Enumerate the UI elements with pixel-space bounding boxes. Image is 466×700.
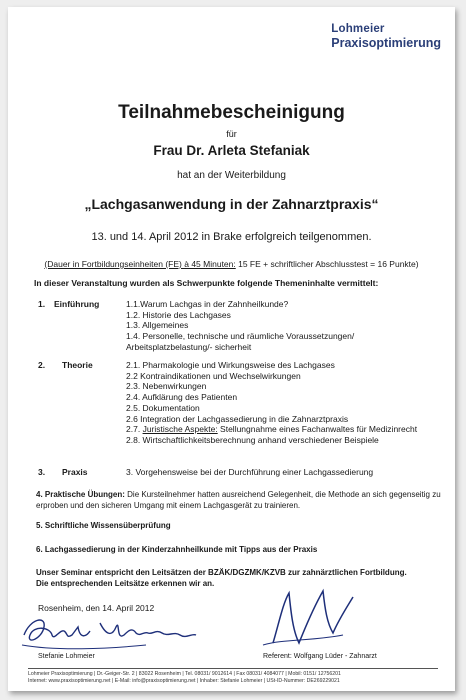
section-items xyxy=(126,467,451,478)
footer xyxy=(28,671,443,685)
list-item: 2.3. Nebenwirkungen xyxy=(126,381,207,392)
date-line: 13. und 14. April 2012 in Brake erfolgreich teilgenommen. xyxy=(91,231,372,243)
list-item: 2.4. Aufklärung des Patienten xyxy=(126,392,238,403)
certificate-sheet xyxy=(8,7,455,691)
list-item xyxy=(126,424,451,435)
section-label: Praxis xyxy=(62,467,88,477)
section-items xyxy=(126,299,451,353)
paragraph-text: Die Kursteilnehmer hatten ausreichend Gelegenheit, die Methode an sich gegenseitig zu erproben und den sicheren Umgang mit einem Lachgasgerät zu trainieren. xyxy=(36,490,441,510)
section-number: 1. xyxy=(38,299,46,309)
signature-right-name: Referent: Wolfgang Lüder - Zahnarzt xyxy=(263,653,377,660)
signature-right-image xyxy=(253,583,363,653)
signature-left-image xyxy=(16,605,206,653)
list-item: 1.3. Allgemeines xyxy=(126,320,189,331)
fuer-text: für xyxy=(226,129,237,139)
section-praxis xyxy=(8,467,455,481)
course-title: „Lachgasanwendung in der Zahnarztpraxis“ xyxy=(84,196,379,212)
weiterbildung-text: hat an der Weiterbildung xyxy=(177,170,286,181)
paragraph-kinder: 6. Lachgassedierung in der Kinderzahnheilkunde mit Tipps aus der Praxis xyxy=(36,545,318,554)
paragraph-wissen: 5. Schriftliche Wissensüberprüfung xyxy=(36,521,171,530)
list-item: 1.1.Warum Lachgas in der Zahnheilkunde? xyxy=(126,299,289,309)
certificate-title: Teilnahmebescheinigung xyxy=(118,102,345,123)
section-label: Einführung xyxy=(54,299,100,309)
signature-left-name: Stefanie Lohmeier xyxy=(38,653,95,660)
footer-line1: Lohmeier Praxisoptimierung | Dr.-Geiger-Str. 2 | 83022 Rosenheim | Tel. 08031/ 9012614 | Fax 08031/ 4084077 | Mobil: 0151/ 12756201 xyxy=(28,671,341,677)
duration-line xyxy=(8,259,455,269)
section-number: 3. xyxy=(38,467,46,477)
list-item: 1.2. Historie des Lachgases xyxy=(126,309,231,320)
list-item: 2.8. Wirtschaftlichkeitsberechnung anhand verschiedener Beispiele xyxy=(126,434,379,445)
paragraph-uebungen xyxy=(36,490,446,511)
seminar-line2: Die entsprechenden Leitsätze erkennen wir an. xyxy=(36,578,215,588)
list-item: 2.5. Dokumentation xyxy=(126,402,200,413)
place-date: Rosenheim, den 14. April 2012 xyxy=(38,603,155,613)
list-item: 2.1. Pharmakologie und Wirkungsweise des Lachgases xyxy=(126,360,335,370)
section-einfuehrung xyxy=(8,299,455,359)
item-underlined: Juristische Aspekte: xyxy=(142,424,218,435)
duration-underlined: (Dauer in Fortbildungseinheiten (FE) à 45 Minuten: xyxy=(44,259,236,269)
seminar-line1: Unser Seminar entspricht den Leitsätzen der BZÄK/DGZMK/KZVB zur zahnärztlichen Fortbildung. xyxy=(36,568,407,577)
list-item: 1.4. Personelle, technische und räumliche Voraussetzungen/ xyxy=(126,331,355,342)
logo-line2: Praxisoptimierung xyxy=(331,36,441,50)
list-item: 3. Vorgehensweise bei der Durchführung einer Lachgassedierung xyxy=(126,467,374,477)
duration-rest: 15 FE + schriftlicher Abschlusstest = 16 Punkte) xyxy=(235,259,419,269)
list-item: Arbeitsplatzbelastung/- sicherheit xyxy=(126,341,252,352)
seminar-note xyxy=(36,568,446,589)
list-item: 2.2 Kontraindikationen und Wechselwirkungen xyxy=(126,370,301,381)
logo-line1: Lohmeier xyxy=(331,23,385,35)
item-number: 2.7. xyxy=(126,424,141,435)
section-label: Theorie xyxy=(62,360,93,370)
section-items xyxy=(126,360,451,446)
list-item: 2.6 Integration der Lachgassedierung in die Zahnarztpraxis xyxy=(126,413,349,424)
topics-intro: In dieser Veranstaltung wurden als Schwerpunkte folgende Themeninhalte vermittelt: xyxy=(34,278,379,288)
item-rest: Stellungnahme eines Fachanwaltes für Medizinrecht xyxy=(217,424,418,435)
company-logo xyxy=(331,23,441,50)
footer-divider xyxy=(28,668,438,669)
section-theorie xyxy=(8,360,455,450)
footer-line2: Internet: www.praxisoptimierung.net | E-Mail: info@praxisoptimierung.net | Inhaber: Stefanie Lohmeier | USt-ID-Nummer: DE269229021 xyxy=(28,678,340,684)
paragraph-head: 4. Praktische Übungen: xyxy=(36,490,125,499)
participant-name: Frau Dr. Arleta Stefaniak xyxy=(153,143,310,158)
section-number: 2. xyxy=(38,360,46,370)
